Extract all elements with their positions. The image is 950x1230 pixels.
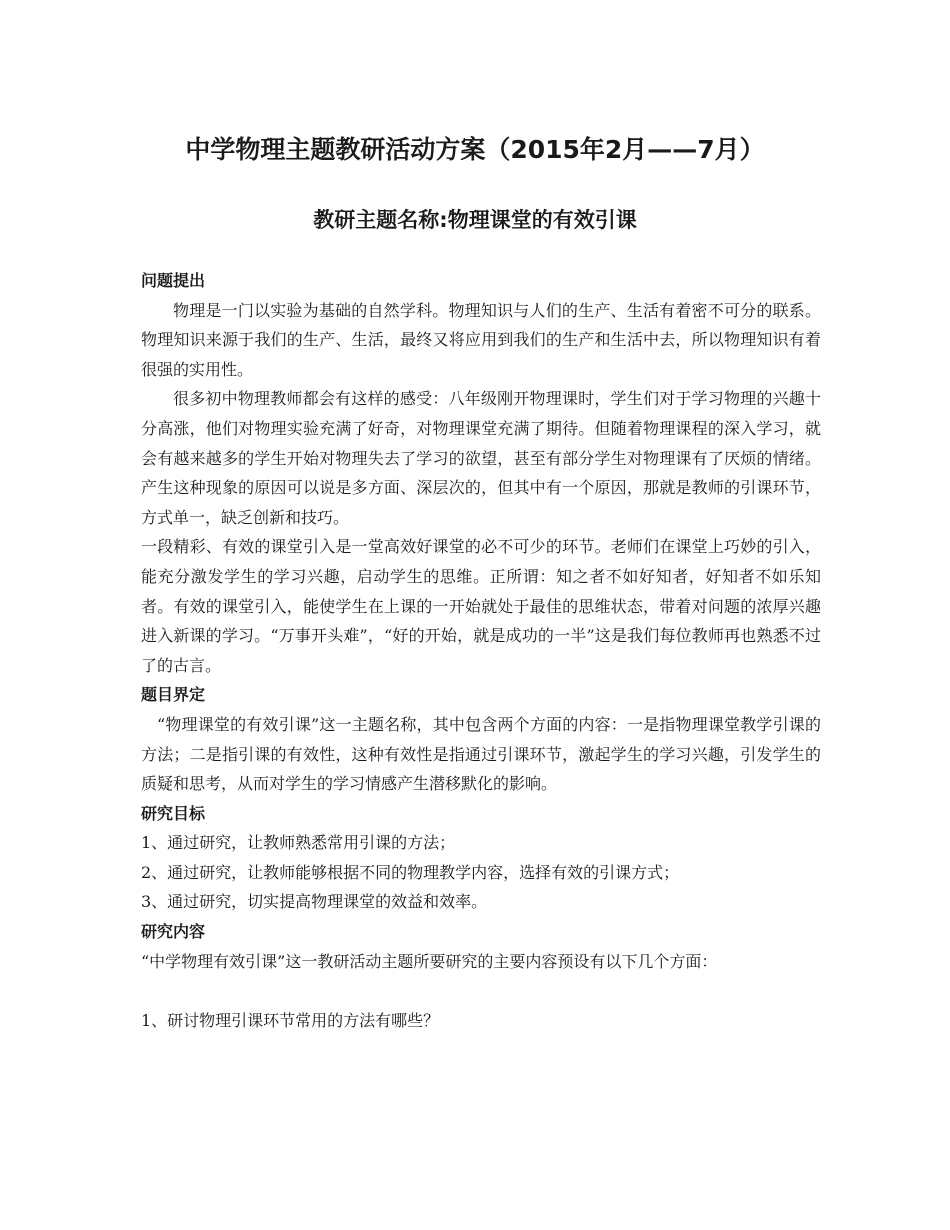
goal-item: 1、通过研究，让教师熟悉常用引课的方法； xyxy=(141,833,456,853)
content-item: 1、研讨物理引课环节常用的方法有哪些？ xyxy=(141,1010,440,1030)
definition-paragraph: “物理课堂的有效引课”这一主题名称，其中包含两个方面的内容：一是指物理课堂教学引课的方法；二是指引课的有效性，这种有效性是指通过引课环节，激起学生的学习兴趣，引发学生的质疑和思考，从而对学生的学习情感产生潜移默化的影响。 xyxy=(141,714,821,794)
blank-line xyxy=(141,976,821,1006)
problem-paragraph-1: 物理是一门以实验为基础的自然学科。物理知识与人们的生产、生活有着密不可分的联系。物理知识来源于我们的生产、生活，最终又将应用到我们的生产和生活中去，所以物理知识有着很强的实用性。 xyxy=(141,300,821,379)
document-title: 中学物理主题教研活动方案（2015年2月——7月） xyxy=(185,135,765,164)
problem-paragraph-2: 很多初中物理教师都会有这样的感受：八年级刚开物理课时，学生们对于学习物理的兴趣十分高涨，他们对物理实验充满了好奇，对物理课堂充满了期待。但随着物理课程的深入学习，就会有越来越多的学生开始对物理失去了学习的欲望，甚至有部分学生对物理课有了厌烦的情绪。产生这种现象的原因可以说是多方面、深层次的，但其中有一个原因，那就是教师的引课环节，方式单一，缺乏创新和技巧。 xyxy=(141,389,821,527)
document-subtitle: 教研主题名称:物理课堂的有效引课 xyxy=(313,208,637,232)
section-heading-goals: 研究目标 xyxy=(141,803,206,823)
section-heading-problem: 问题提出 xyxy=(141,271,206,290)
content-intro: “中学物理有效引课”这一教研活动主题所要研究的主要内容预设有以下几个方面： xyxy=(141,951,718,971)
goal-item: 2、通过研究，让教师能够根据不同的物理教学内容，选择有效的引课方式； xyxy=(141,862,680,882)
section-heading-content: 研究内容 xyxy=(141,922,206,942)
document-body xyxy=(141,266,821,1035)
goal-item: 3、通过研究，切实提高物理课堂的效益和效率。 xyxy=(141,892,488,912)
section-heading-definition: 题目界定 xyxy=(141,685,206,705)
problem-paragraph-3: 一段精彩、有效的课堂引入是一堂高效好课堂的必不可少的环节。老师们在课堂上巧妙的引入，能充分激发学生的学习兴趣，启动学生的思维。正所谓：知之者不如好知者，好知者不如乐知者。有效的课堂引入，能使学生在上课的一开始就处于最佳的思维状态，带着对问题的浓厚兴趣进入新课的学习。“万事开头难”，“好的开始，就是成功的一半”这是我们每位教师再也熟悉不过了的古言。 xyxy=(141,537,821,675)
